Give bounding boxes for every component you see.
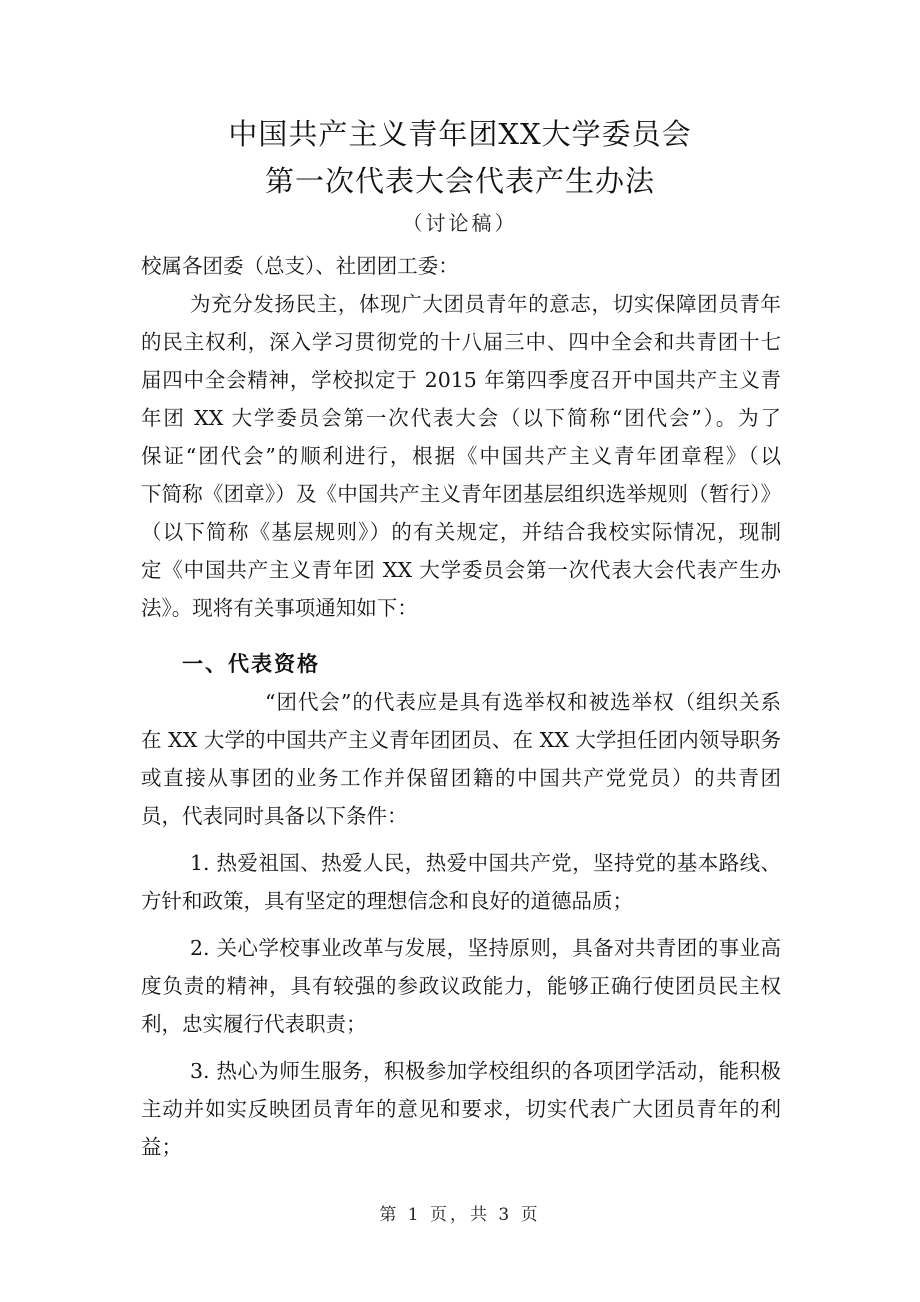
condition-line: 2. 关心学校事业改革与发展，坚持原则，具备对共青团的事业高 bbox=[190, 936, 781, 960]
page-footer bbox=[0, 1200, 920, 1225]
intro-line: 的民主权利，深入学习贯彻党的十八届三中、四中全会和共青团十七 bbox=[141, 330, 781, 354]
section-heading-qualifications: 一、代表资格 bbox=[182, 651, 320, 676]
page-number: 第 1 页 bbox=[379, 1205, 450, 1225]
qualifications-line: 在 XX 大学的中国共产主义青年团团员、在 XX 大学担任团内领导职务 bbox=[141, 728, 781, 752]
condition-line: 方针和政策，具有坚定的理想信念和良好的道德品质； bbox=[141, 889, 633, 913]
qualifications-line: 员，代表同时具备以下条件： bbox=[141, 804, 408, 828]
intro-line: （以下简称《基层规则》）的有关规定，并结合我校实际情况，现制 bbox=[141, 520, 781, 544]
qualifications-line: 或直接从事团的业务工作并保留团籍的中国共产党党员）的共青团 bbox=[141, 766, 781, 790]
intro-line: 届四中全会精神，学校拟定于 2015 年第四季度召开中国共产主义青 bbox=[141, 368, 781, 392]
intro-line: 年团 XX 大学委员会第一次代表大会（以下简称“团代会”）。为了 bbox=[141, 406, 781, 430]
condition-line: 主动并如实反映团员青年的意见和要求，切实代表广大团员青年的利 bbox=[141, 1097, 781, 1121]
condition-line: 1. 热爱祖国、热爱人民，热爱中国共产党，坚持党的基本路线、 bbox=[190, 851, 781, 875]
salutation: 校属各团委（总支）、社团团工委： bbox=[141, 254, 459, 278]
intro-line: 法》。现将有关事项通知如下： bbox=[141, 596, 418, 620]
footer-separator: ， bbox=[450, 1205, 470, 1225]
condition-line: 利，忠实履行代表职责； bbox=[141, 1012, 367, 1036]
intro-line: 为充分发扬民主，体现广大团员青年的意志，切实保障团员青年 bbox=[190, 292, 781, 316]
intro-line: 下简称《团章》）及《中国共产主义青年团基层组织选举规则（暂行）》 bbox=[141, 482, 781, 506]
condition-line: 度负责的精神，具有较强的参政议政能力，能够正确行使团员民主权 bbox=[141, 974, 781, 998]
condition-line: 3. 热心为师生服务，积极参加学校组织的各项团学活动，能积极 bbox=[190, 1059, 781, 1083]
page-total: 共 3 页 bbox=[470, 1205, 541, 1225]
intro-line: 定《中国共产主义青年团 XX 大学委员会第一次代表大会代表产生办 bbox=[141, 558, 781, 582]
document-title-line-1: 中国共产主义青年团XX大学委员会 bbox=[228, 117, 692, 151]
qualifications-line: “团代会”的代表应是具有选举权和被选举权（组织关系 bbox=[265, 690, 781, 714]
condition-line: 益； bbox=[141, 1135, 182, 1159]
document-title-line-2: 第一次代表大会代表产生办法 bbox=[264, 164, 655, 198]
document-subtitle: （讨论稿） bbox=[402, 211, 518, 235]
intro-line: 保证“团代会”的顺利进行，根据《中国共产主义青年团章程》（以 bbox=[141, 444, 781, 468]
